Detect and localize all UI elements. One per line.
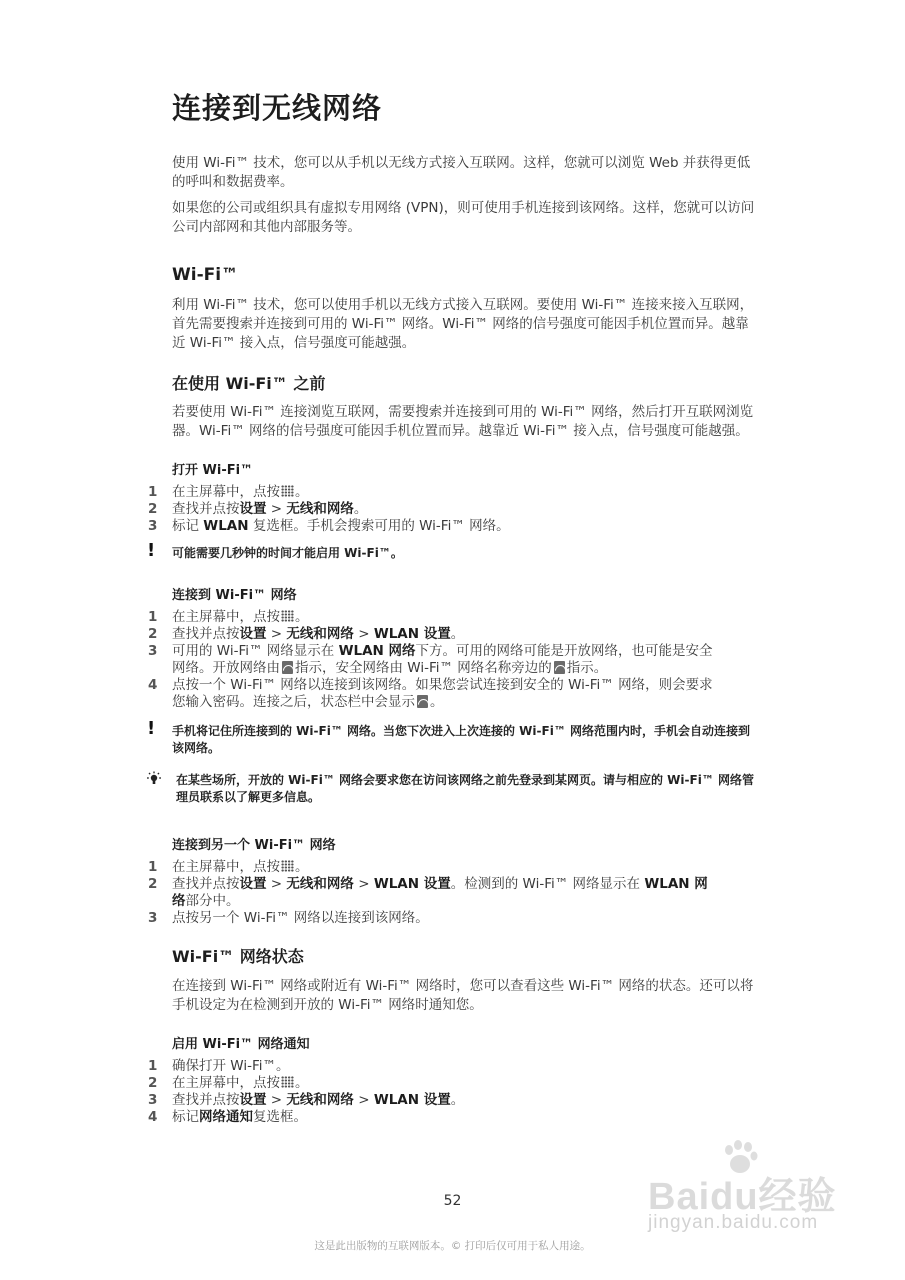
menu-label-settings: 设置 [239,1092,267,1108]
separator: > [266,1092,287,1108]
step-text-end: 。 [450,626,465,642]
exclamation-icon: ! [147,540,156,561]
step-text-end: 复选框。手机会搜索可用的 Wi-Fi™ 网络。 [248,518,510,534]
wifi-secure-icon [554,661,565,674]
step-text-end: 。 [450,1092,465,1108]
list-item [148,859,757,876]
separator: > [266,626,287,642]
step-text: 在主屏幕中，点按 [172,859,280,875]
step-text: 可用的 Wi-Fi™ 网络显示在 [172,643,339,659]
page-title: 连接到无线网络 [172,91,383,125]
step-text-end: 。 [353,501,368,517]
section-heading-wifi: Wi-Fi™ [172,265,239,285]
separator: > [353,876,374,892]
step-number: 4 [148,677,158,693]
app-grid-icon [281,485,294,497]
step-text: 标记 [172,1109,199,1125]
menu-label-wireless: 无线和网络 [286,1092,354,1108]
step-text-end: 指示。 [566,660,608,676]
app-grid-icon [281,860,294,872]
step-text-end: 。 [295,1075,309,1091]
step-text: 查找并点按 [172,626,240,642]
step-text: 标记 [172,518,204,534]
menu-label-settings: 设置 [239,501,267,517]
step-text-end: 部分中。 [185,893,240,909]
page-number: 52 [443,1193,462,1209]
lightbulb-icon [146,771,162,787]
label-wlan-networks: WLAN 网络 [172,876,708,909]
content-column [147,86,757,1126]
step-number: 3 [148,1092,158,1108]
step-text-end: 。 [430,694,444,710]
list-item [148,1058,757,1075]
separator: > [353,1092,374,1108]
step-text-end: 复选框。 [253,1109,307,1125]
step-text: 查找并点按 [172,876,240,892]
list-item [148,484,757,501]
note-text: 可能需要几秒钟的时间才能启用 Wi-Fi™。 [172,546,403,560]
menu-label-wlan-settings: WLAN 设置 [373,1092,451,1108]
status-paragraph: 在连接到 Wi-Fi™ 网络或附近有 Wi-Fi™ 网络时，您可以查看这些 Wi-Fi™ 网络的状态。还可以将手机设定为在检测到开放的 Wi-Fi™ 网络时通知您。 [172,978,754,1013]
wifi-connected-icon [417,695,428,708]
label-network-notify: 网络通知 [199,1109,253,1125]
intro-paragraph-2: 如果您的公司或组织具有虚拟专用网络 (VPN)，则可使用手机连接到该网络。这样，您就可以访问公司内部网和其他内部服务等。 [172,200,755,235]
tip-open-network-login [172,772,757,806]
step-number: 2 [148,626,158,642]
label-wlan-networks: WLAN 网络 [338,643,416,659]
step-number: 1 [148,484,158,500]
wifi-open-icon [282,661,293,674]
footer-copyright: 这是此出版物的互联网版本。© 打印后仅可用于私人用途。 [314,1240,591,1252]
step-text: 确保打开 Wi-Fi™。 [172,1058,290,1074]
menu-label-wlan-settings: WLAN 设置 [373,876,451,892]
list-item [148,609,757,626]
list-item [148,1109,757,1126]
list-item [148,1075,757,1092]
list-item [148,501,757,518]
step-text: 在主屏幕中，点按 [172,1075,280,1091]
list-item [148,626,757,643]
step-text-end: 。 [295,609,309,625]
step-text: 下方。可用的网络可能是开放网络，也可能是安全网络。开放网络由 [172,643,713,676]
exclamation-icon: ! [147,718,156,739]
list-item [148,876,757,910]
step-number: 2 [148,1075,158,1091]
separator: > [353,626,374,642]
watermark-brand: Baidu经验 [648,1176,837,1218]
heading-enable-notify: 启用 Wi-Fi™ 网络通知 [172,1037,310,1052]
another-steps [148,859,757,927]
step-number: 1 [148,609,158,625]
notify-steps [148,1058,757,1126]
note-wifi-startup [147,540,757,562]
connect-steps [148,609,757,711]
step-text: 在主屏幕中，点按 [172,609,280,625]
heading-connect-another: 连接到另一个 Wi-Fi™ 网络 [172,838,336,853]
step-text: 查找并点按 [172,1092,240,1108]
step-number: 3 [148,910,158,926]
turn-on-steps [148,484,757,535]
step-number: 1 [148,859,158,875]
step-number: 3 [148,643,158,659]
step-text: 点按一个 Wi-Fi™ 网络以连接到该网络。如果您尝试连接到安全的 Wi-Fi™ 网络，则会要求您输入密码。连接之后，状态栏中会显示 [172,677,713,710]
separator: > [266,501,287,517]
intro-paragraph-1: 使用 Wi-Fi™ 技术，您可以从手机以无线方式接入互联网。这样，您就可以浏览 Web 并获得更低的呼叫和数据费率。 [172,155,751,190]
list-item [148,677,757,711]
menu-label-wireless: 无线和网络 [286,626,354,642]
heading-turn-on-wifi: 打开 Wi-Fi™ [172,463,254,478]
list-item [148,1092,757,1109]
step-number: 2 [148,501,158,517]
watermark-url: jingyan.baidu.com [648,1212,819,1233]
list-item [148,518,757,535]
step-text: 在主屏幕中，点按 [172,484,280,500]
note-remember-network [147,718,757,757]
tip-text: 在某些场所，开放的 Wi-Fi™ 网络会要求您在访问该网络之前先登录到某网页。请与相应的 Wi-Fi™ 网络管理员联系以了解更多信息。 [176,773,754,804]
step-text: 查找并点按 [172,501,240,517]
step-number: 4 [148,1109,158,1125]
menu-label-settings: 设置 [239,626,267,642]
step-number: 1 [148,1058,158,1074]
step-text: 指示，安全网络由 Wi-Fi™ 网络名称旁边的 [295,660,552,676]
menu-label-wireless: 无线和网络 [286,501,354,517]
list-item [148,910,757,927]
step-number: 3 [148,518,158,534]
menu-label-wlan-settings: WLAN 设置 [373,626,451,642]
label-wlan: WLAN [203,518,249,534]
menu-label-wireless: 无线和网络 [286,876,354,892]
section-heading-status: Wi-Fi™ 网络状态 [172,947,304,966]
app-grid-icon [281,610,294,622]
app-grid-icon [281,1076,294,1088]
heading-connect-wifi: 连接到 Wi-Fi™ 网络 [172,588,297,603]
note-text: 手机将记住所连接到的 Wi-Fi™ 网络。当您下次进入上次连接的 Wi-Fi™ 网络范围内时，手机会自动连接到该网络。 [172,724,750,755]
step-text: 点按另一个 Wi-Fi™ 网络以连接到该网络。 [172,910,429,926]
list-item [148,643,757,677]
step-text-end: 。 [295,859,309,875]
menu-label-settings: 设置 [239,876,267,892]
section-heading-before: 在使用 Wi-Fi™ 之前 [172,374,326,393]
step-text-end: 。 [295,484,309,500]
step-text: 。检测到的 Wi-Fi™ 网络显示在 [450,876,645,892]
wifi-paragraph: 利用 Wi-Fi™ 技术，您可以使用手机以无线方式接入互联网。要使用 Wi-Fi™ 连接来接入互联网，首先需要搜索并连接到可用的 Wi-Fi™ 网络。Wi-Fi™ 网络的信号强度可能因手机位置而异。越靠近 Wi-Fi™ 接入点，信号强度可能越强。 [172,297,754,351]
separator: > [266,876,287,892]
before-paragraph: 若要使用 Wi-Fi™ 连接浏览互联网，需要搜索并连接到可用的 Wi-Fi™ 网络，然后打开互联网浏览器。Wi-Fi™ 网络的信号强度可能因手机位置而异。越靠近 Wi-Fi™ 接入点，信号强度可能越强。 [172,404,754,439]
step-number: 2 [148,876,158,892]
